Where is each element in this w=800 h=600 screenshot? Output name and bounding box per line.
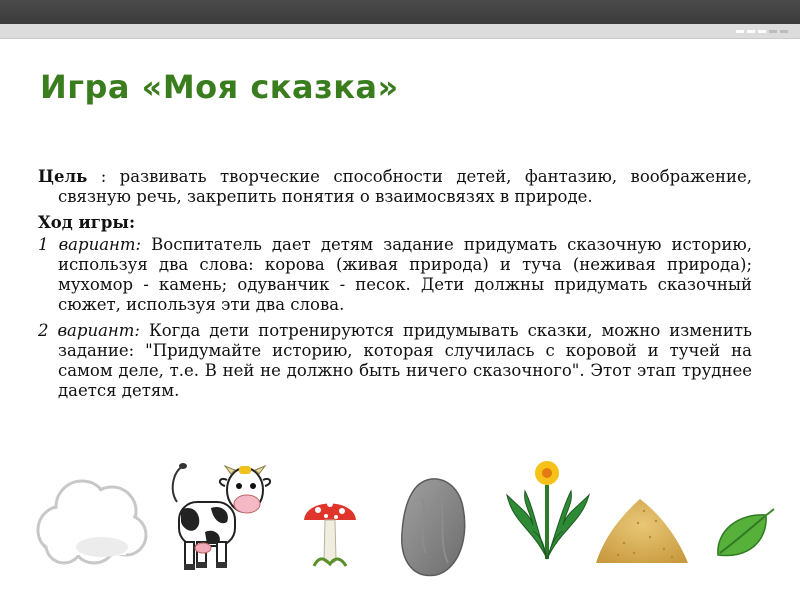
stone-icon — [398, 473, 470, 578]
goal-text: : развивать творческие способности детей, фантазию, воображение, связную речь, закрепить понятия о взаимосвязях в природе. — [58, 167, 752, 206]
variant-1-text: Воспитатель дает детям задание придумать сказочную историю, используя два слова: корова (живая природа) и туча (неживая природа); мухомор - камень; одуванчик - песок. Дети должны придумать сказочный сюжет, используя эти два слова. — [58, 235, 752, 314]
page-title: Игра «Моя сказка» — [40, 68, 399, 106]
cloud-icon — [32, 475, 150, 567]
cow-icon — [165, 460, 275, 580]
dandelion-icon — [503, 459, 593, 579]
variant-2-label: 2 вариант: — [38, 321, 140, 340]
sand-icon — [594, 493, 690, 565]
progress-heading: Ход игры: — [38, 213, 136, 232]
mushroom-icon — [300, 490, 360, 570]
header-stripe — [0, 24, 800, 39]
variant-2-paragraph — [38, 321, 752, 401]
variant-1-paragraph — [38, 235, 752, 315]
top-bar — [0, 0, 800, 24]
decorative-dots — [736, 30, 788, 33]
variant-2-text: Когда дети потренируются придумывать сказки, можно изменить задание: "Придумайте историю, которая случилась с коровой и тучей на самом деле, т.е. В ней не должно быть ничего сказочного". Этот этап труднее дается детям. — [58, 321, 752, 400]
goal-label: Цель — [38, 167, 88, 186]
picture-row — [0, 455, 800, 600]
slide-content — [38, 167, 752, 407]
leaf-icon — [712, 505, 776, 561]
goal-paragraph — [38, 167, 752, 207]
variant-1-label: 1 вариант: — [38, 235, 142, 254]
